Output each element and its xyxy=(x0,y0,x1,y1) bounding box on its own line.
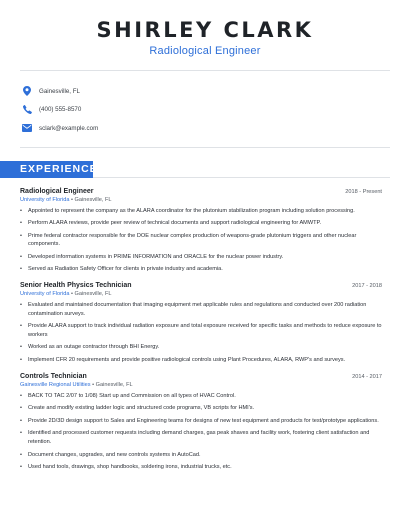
list-item: • Served as Radiation Safety Officer for clients in private industry and academia. xyxy=(20,265,382,274)
list-item: • Implement CFR 20 requirements and provide positive radiological controls using Plant Procedures, ALARA, RWP's and surveys. xyxy=(20,356,382,365)
list-item: • Evaluated and maintained documentation that imaging equipment met applicable rules and regulations and conducted over 200 radiation contamination surveys. xyxy=(20,301,382,318)
job-bullets xyxy=(20,207,382,275)
list-item: • Provide ALARA support to track individual radiation exposure and total exposure received for specific tasks and methods to reduce exposure to workers xyxy=(20,322,382,339)
job-entry xyxy=(0,282,410,365)
contact-list xyxy=(0,71,410,147)
experience-section-header xyxy=(0,161,410,178)
job-bullets xyxy=(20,301,382,365)
list-item: • Prime federal contractor responsible for the DOE nuclear complex production of weapons-grade plutonium triggers and other nuclear components. xyxy=(20,232,382,249)
list-item: • BACK TO TAC 2/07 to 1/08) Start up and Commission on all types of HVAC Control. xyxy=(20,392,382,401)
job-title: Senior Health Physics Technician xyxy=(20,282,132,290)
list-item: • Document changes, upgrades, and new controls systems in AutoCad. xyxy=(20,451,382,460)
list-item: • Used hand tools, drawings, shop handbooks, soldering irons, industrial trucks, etc. xyxy=(20,463,382,472)
job-title: Controls Technician xyxy=(20,372,87,380)
email-icon xyxy=(22,123,32,133)
job-bullets xyxy=(20,392,382,472)
contact-phone-text: (400) 555-8570 xyxy=(39,106,82,113)
job-dates: 2017 - 2018 xyxy=(352,283,382,290)
contact-location xyxy=(22,82,410,100)
contact-phone xyxy=(22,101,410,119)
job-entry xyxy=(0,188,410,275)
contact-email[interactable] xyxy=(22,119,410,137)
experience-heading: EXPERIENCE xyxy=(0,161,93,178)
contact-divider xyxy=(20,147,390,148)
list-item: • Developed information systems in PRIME INFORMATION and ORACLE for the nuclear power industry. xyxy=(20,253,382,262)
location-pin-icon xyxy=(22,86,32,96)
contact-location-text: Gainesville, FL xyxy=(39,87,80,95)
section-divider xyxy=(93,177,390,178)
job-employer: University of Florida • Gainesville, FL xyxy=(20,291,112,298)
company-name: Gainesville Regional Utilities xyxy=(20,381,91,388)
job-employer: Gainesville Regional Utilities • Gainesville, FL xyxy=(20,381,133,388)
list-item: • Identified and processed customer requests including demand charges, gas peak shaves and facility work, fostering client satisfaction and retention. xyxy=(20,429,382,446)
job-entry xyxy=(0,373,410,472)
list-item: • Worked as an outage contractor through BHI Energy. xyxy=(20,343,382,352)
contact-email-text[interactable]: sclark@example.com xyxy=(39,124,99,132)
company-name: University of Florida xyxy=(20,196,70,203)
job-employer: University of Florida • Gainesville, FL xyxy=(20,196,112,203)
list-item: • Appointed to represent the company as the ALARA coordinator for the plutonium stabilization program including solution processing. xyxy=(20,207,382,216)
job-title-heading: Radiological Engineer xyxy=(149,45,261,57)
candidate-name: SHIRLEY CLARK xyxy=(96,18,314,42)
job-location: Gainesville, FL xyxy=(74,196,112,203)
list-item: • Perform ALARA reviews, provide peer review of technical documents and support radiological engineering for AMWTP. xyxy=(20,219,382,228)
list-item: • Create and modify existing ladder logic and structured code programs, VB scripts for HMI's. xyxy=(20,404,382,413)
job-location: Gainesville, FL xyxy=(74,291,112,298)
phone-icon xyxy=(22,105,32,115)
job-dates: 2018 - Present xyxy=(345,188,382,195)
resume-header xyxy=(0,0,410,57)
job-dates: 2014 - 2017 xyxy=(352,373,382,380)
company-name: University of Florida xyxy=(20,291,70,298)
job-location: Gainesville, FL xyxy=(95,381,133,388)
list-item: • Provide 2D/3D design support to Sales and Engineering teams for designs of new test equipment and products for test/prototype applications. xyxy=(20,417,382,426)
job-title: Radiological Engineer xyxy=(20,187,94,195)
